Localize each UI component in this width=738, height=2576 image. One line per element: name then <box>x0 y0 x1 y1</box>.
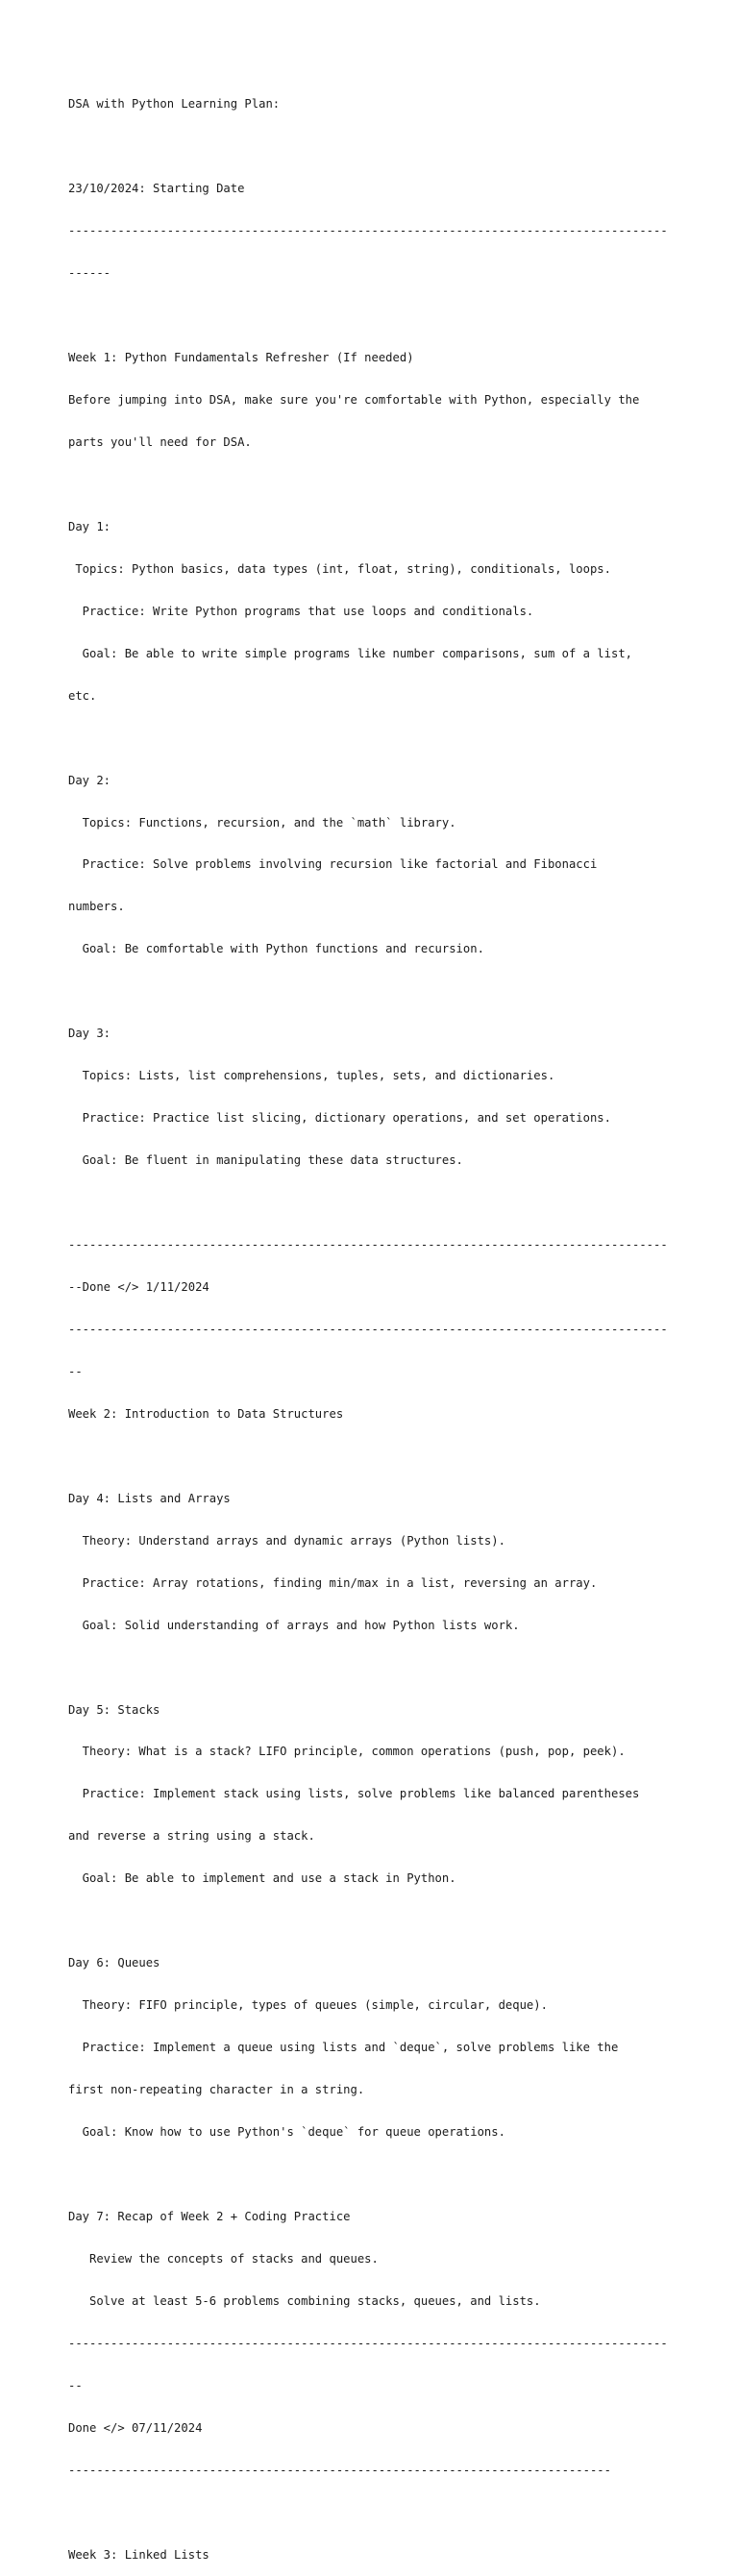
doc-line-day4-theory: Theory: Understand arrays and dynamic arrays (Python lists). <box>68 1533 505 1548</box>
doc-line-day1-goal-wrap: etc. <box>68 688 97 703</box>
doc-line-divider: ----------------------------------------------------------------------------- <box>68 2463 611 2477</box>
doc-line-week1-heading: Week 1: Python Fundamentals Refresher (If needed) <box>68 351 414 365</box>
doc-line-day3-heading: Day 3: <box>68 1027 111 1041</box>
doc-line-day1-practice: Practice: Write Python programs that use loops and conditionals. <box>68 604 534 618</box>
doc-line-day7-heading: Day 7: Recap of Week 2 + Coding Practice <box>68 2209 351 2223</box>
doc-line-day7-review: Review the concepts of stacks and queues. <box>68 2251 379 2266</box>
doc-line-blank <box>68 2506 674 2520</box>
doc-line-blank <box>68 139 674 154</box>
doc-line-blank <box>68 309 674 323</box>
doc-line-day2-goal: Goal: Be comfortable with Python functions and recursion. <box>68 942 484 956</box>
doc-line-day2-practice: Practice: Solve problems involving recursion like factorial and Fibonacci <box>68 857 598 872</box>
doc-line-week3-heading: Week 3: Linked Lists <box>68 2547 209 2562</box>
doc-line-day3-practice: Practice: Practice list slicing, dictionary operations, and set operations. <box>68 1111 611 1126</box>
doc-line-day4-heading: Day 4: Lists and Arrays <box>68 1491 231 1505</box>
doc-line-blank <box>68 984 674 999</box>
doc-line-day5-practice: Practice: Implement stack using lists, solve problems like balanced parentheses <box>68 1787 640 1801</box>
doc-line-day7-solve: Solve at least 5-6 problems combining stacks, queues, and lists. <box>68 2293 541 2308</box>
doc-line-blank <box>68 478 674 492</box>
doc-line-day6-practice: Practice: Implement a queue using lists and `deque`, solve problems like the <box>68 2041 619 2055</box>
doc-line-day3-goal: Goal: Be fluent in manipulating these data structures. <box>68 1153 463 1168</box>
doc-line-divider: ------------------------------------------------------------------------------------- <box>68 224 668 238</box>
doc-line-divider-wrap: -- <box>68 1364 83 1378</box>
doc-line-week1-done: --Done </> 1/11/2024 <box>68 1280 209 1294</box>
doc-line-day6-theory: Theory: FIFO principle, types of queues (simple, circular, deque). <box>68 1998 548 2013</box>
doc-line-day5-heading: Day 5: Stacks <box>68 1702 160 1717</box>
doc-line-start-date: 23/10/2024: Starting Date <box>68 182 245 196</box>
doc-line-divider: ------------------------------------------------------------------------------------- <box>68 2336 668 2350</box>
doc-line-week1-intro: Before jumping into DSA, make sure you're comfortable with Python, especially the <box>68 392 640 407</box>
doc-line-divider-wrap: ------ <box>68 266 111 281</box>
doc-line-blank <box>68 731 674 746</box>
doc-line-blank <box>68 1196 674 1210</box>
doc-line-divider: ------------------------------------------------------------------------------------- <box>68 1322 668 1336</box>
doc-line-day5-practice-wrap: and reverse a string using a stack. <box>68 1829 315 1844</box>
document-body <box>68 69 674 2576</box>
doc-line-day1-goal: Goal: Be able to write simple programs like number comparisons, sum of a list, <box>68 646 632 660</box>
doc-line-blank <box>68 1449 674 1464</box>
doc-line-day6-heading: Day 6: Queues <box>68 1956 160 1970</box>
doc-line-week2-heading: Week 2: Introduction to Data Structures <box>68 1406 344 1421</box>
doc-line-day2-heading: Day 2: <box>68 773 111 787</box>
doc-line-week2-done: Done </> 07/11/2024 <box>68 2420 203 2435</box>
doc-line-divider-wrap: -- <box>68 2378 83 2392</box>
doc-line-blank <box>68 1914 674 1928</box>
doc-line-day2-topics: Topics: Functions, recursion, and the `math` library. <box>68 815 456 830</box>
doc-line-blank <box>68 2167 674 2182</box>
doc-line-day1-heading: Day 1: <box>68 519 111 533</box>
doc-line-day1-topics: Topics: Python basics, data types (int, float, string), conditionals, loops. <box>68 561 611 576</box>
doc-line-day6-goal: Goal: Know how to use Python's `deque` for queue operations. <box>68 2125 505 2140</box>
doc-line-day4-goal: Goal: Solid understanding of arrays and how Python lists work. <box>68 1618 520 1632</box>
doc-line-day4-practice: Practice: Array rotations, finding min/max in a list, reversing an array. <box>68 1575 598 1590</box>
doc-line-title: DSA with Python Learning Plan: <box>68 97 281 111</box>
doc-line-day3-topics: Topics: Lists, list comprehensions, tuples, sets, and dictionaries. <box>68 1069 555 1083</box>
doc-line-blank <box>68 1661 674 1675</box>
doc-line-week1-intro-wrap: parts you'll need for DSA. <box>68 434 252 449</box>
doc-line-day5-theory: Theory: What is a stack? LIFO principle, common operations (push, pop, peek). <box>68 1745 626 1759</box>
doc-line-day6-practice-wrap: first non-repeating character in a string. <box>68 2083 365 2097</box>
doc-line-day2-practice-wrap: numbers. <box>68 900 125 914</box>
doc-line-divider: ------------------------------------------------------------------------------------- <box>68 1238 668 1252</box>
doc-line-day5-goal: Goal: Be able to implement and use a stack in Python. <box>68 1871 456 1886</box>
